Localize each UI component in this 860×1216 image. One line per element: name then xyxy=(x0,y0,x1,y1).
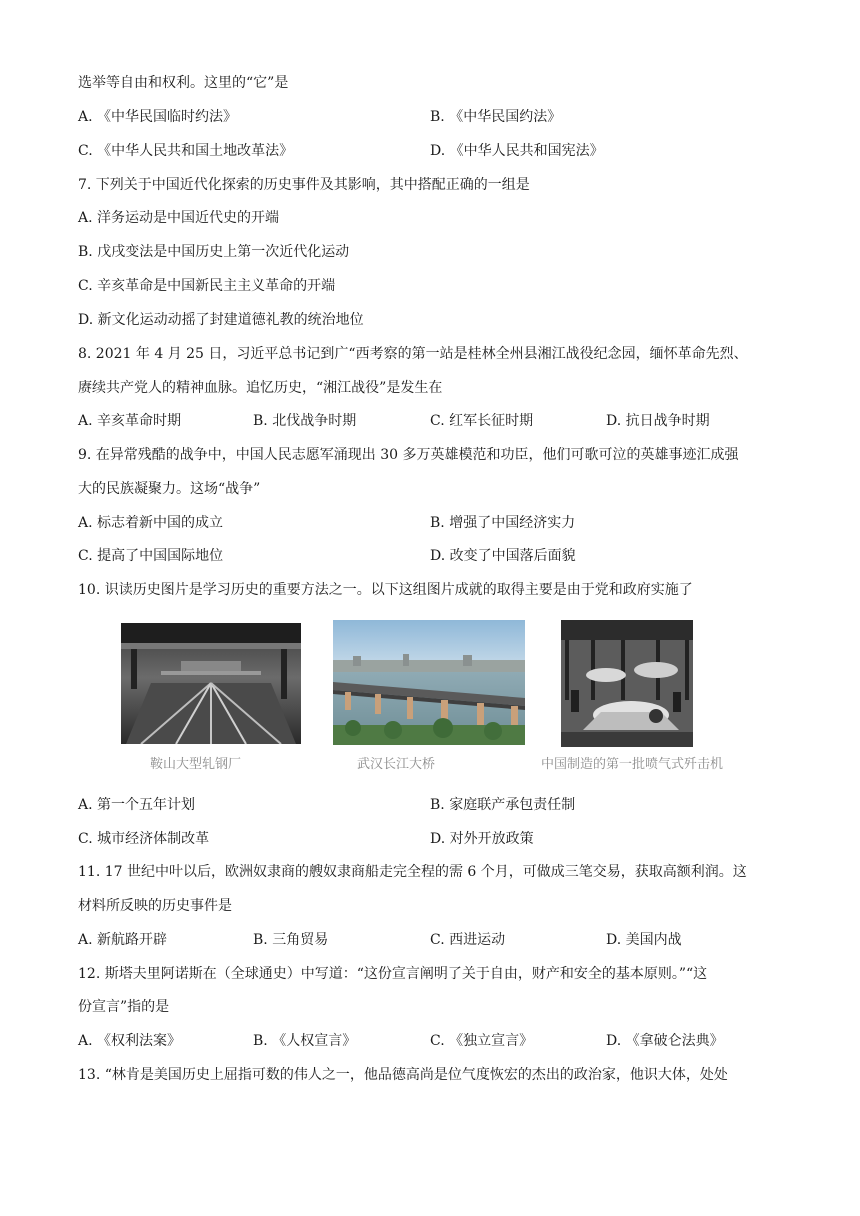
q7-option-c: C. 辛亥革命是中国新民主主义革命的开端 xyxy=(78,278,336,294)
q12-option-c: C. 《独立宣言》 xyxy=(430,1033,534,1049)
q6-option-d: D. 《中华人民共和国宪法》 xyxy=(430,143,604,159)
q12-stem-line1: 12. 斯塔夫里阿诺斯在（全球通史）中写道：“这份宣言阐明了关于自由，财产和安全的基本原则。”“这 xyxy=(78,966,708,982)
q7-option-b: B. 戊戌变法是中国历史上第一次近代化运动 xyxy=(78,244,350,260)
q11-stem-line1: 11. 17 世纪中叶以后，欧洲奴隶商的艘奴隶商船走完全程的需 6 个月，可做成三笔交易，获取高额利润。这 xyxy=(78,864,747,880)
q12-stem-line2: 份宣言”指的是 xyxy=(78,999,170,1015)
q10-option-a: A. 第一个五年计划 xyxy=(78,797,196,813)
q10-option-c: C. 城市经济体制改革 xyxy=(78,831,210,847)
q10-option-d: D. 对外开放政策 xyxy=(430,831,534,847)
q8-stem-line2: 赓续共产党人的精神血脉。追忆历史，“湘江战役”是发生在 xyxy=(78,380,443,396)
jet-fighter-photo xyxy=(561,620,693,747)
q9-option-c: C. 提高了中国国际地位 xyxy=(78,548,224,564)
q10-stem: 10. 识读历史图片是学习历史的重要方法之一。以下这组图片成就的取得主要是由于党和政府实施了 xyxy=(78,582,693,598)
q11-option-a: A. 新航路开辟 xyxy=(78,932,168,948)
q9-option-d: D. 改变了中国落后面貌 xyxy=(430,548,576,564)
q6-option-c: C. 《中华人民共和国土地改革法》 xyxy=(78,143,294,159)
q9-option-b: B. 增强了中国经济实力 xyxy=(430,515,576,531)
q13-stem-line1: 13. “林肯是美国历史上屈指可数的伟人之一，他品德高尚是位气度恢宏的杰出的政治家，他识大体，处处 xyxy=(78,1067,728,1083)
wuhan-bridge-photo xyxy=(333,620,525,745)
q6-stem-tail: 选举等自由和权利。这里的“它”是 xyxy=(78,75,289,91)
wuhan-bridge-caption: 武汉长江大桥 xyxy=(357,757,436,772)
q7-stem: 7. 下列关于中国近代化探索的历史事件及其影响，其中搭配正确的一组是 xyxy=(78,177,530,193)
q9-option-a: A. 标志着新中国的成立 xyxy=(78,515,224,531)
q8-option-a: A. 辛亥革命时期 xyxy=(78,413,182,429)
q12-option-b: B. 《人权宣言》 xyxy=(253,1033,357,1049)
q6-option-b: B. 《中华民国约法》 xyxy=(430,109,562,125)
q11-option-d: D. 美国内战 xyxy=(606,932,682,948)
q7-option-d: D. 新文化运动动摇了封建道德礼教的统治地位 xyxy=(78,312,364,328)
q7-option-a: A. 洋务运动是中国近代史的开端 xyxy=(78,210,280,226)
q11-option-b: B. 三角贸易 xyxy=(253,932,329,948)
jet-fighter-caption: 中国制造的第一批喷气式歼击机 xyxy=(541,757,724,772)
q11-option-c: C. 西进运动 xyxy=(430,932,506,948)
q8-option-c: C. 红军长征时期 xyxy=(430,413,534,429)
q12-option-a: A. 《权利法案》 xyxy=(78,1033,182,1049)
q10-option-b: B. 家庭联产承包责任制 xyxy=(430,797,576,813)
q9-stem-line2: 大的民族凝聚力。这场“战争” xyxy=(78,481,261,497)
q11-stem-line2: 材料所反映的历史事件是 xyxy=(78,898,232,914)
steel-mill-photo xyxy=(121,623,301,744)
q12-option-d: D. 《拿破仑法典》 xyxy=(606,1033,724,1049)
steel-mill-caption: 鞍山大型轧钢厂 xyxy=(150,757,242,772)
q8-option-d: D. 抗日战争时期 xyxy=(606,413,710,429)
q8-stem-line1: 8. 2021 年 4 月 25 日，习近平总书记到广“西考察的第一站是桂林全州县湘江战役纪念园，缅怀革命先烈、 xyxy=(78,346,748,362)
q8-option-b: B. 北伐战争时期 xyxy=(253,413,357,429)
q6-option-a: A. 《中华民国临时约法》 xyxy=(78,109,238,125)
q9-stem-line1: 9. 在异常残酷的战争中，中国人民志愿军涌现出 30 多万英雄模范和功臣，他们可歌可泣的英雄事迹汇成强 xyxy=(78,447,739,463)
